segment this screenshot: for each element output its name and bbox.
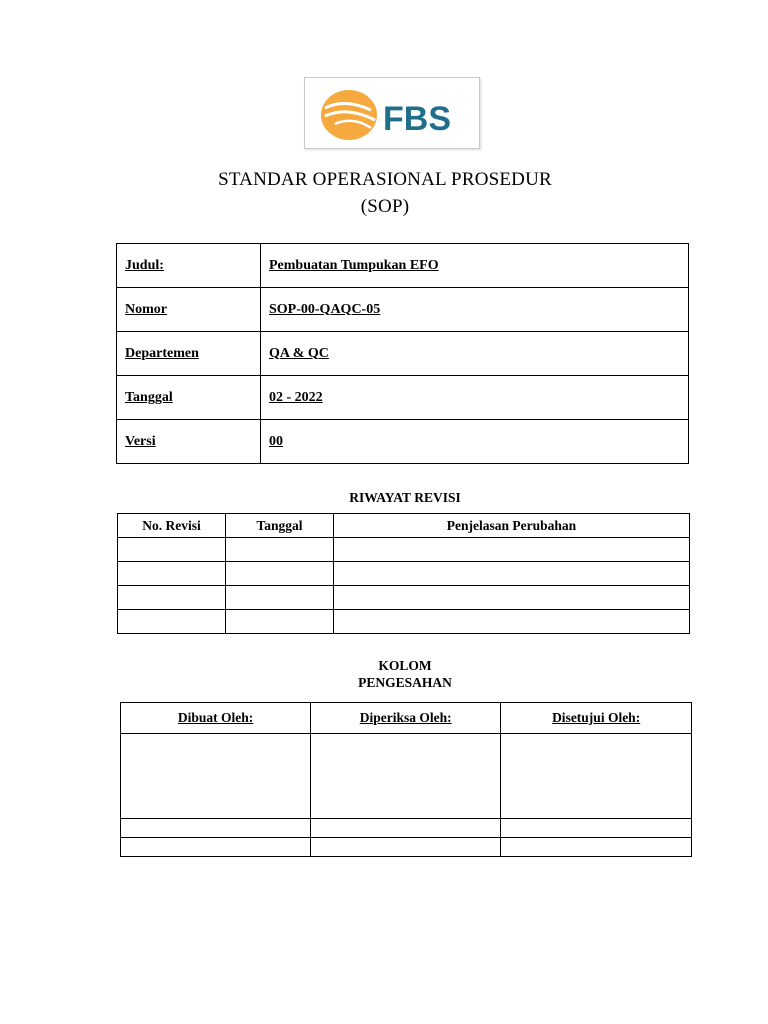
table-row [118,538,690,562]
col-header-tanggal: Tanggal [226,514,334,538]
table-row [118,610,690,634]
departemen-value: QA & QC [261,332,689,376]
table-cell [118,538,226,562]
table-cell [334,538,690,562]
table-cell [334,562,690,586]
approval-heading [0,657,768,691]
table-row [117,420,689,464]
table-row [117,288,689,332]
table-cell [334,610,690,634]
col-header-disetujui-oleh: Disetujui Oleh: [501,703,692,734]
table-cell [118,562,226,586]
table-cell [334,586,690,610]
date-cell-disetujui[interactable] [501,838,692,857]
signature-cell-diperiksa[interactable] [311,734,501,819]
col-header-penjelasan: Penjelasan Perubahan [334,514,690,538]
name-row [121,819,692,838]
date-row [121,838,692,857]
signature-cell-disetujui[interactable] [501,734,692,819]
judul-value: Pembuatan Tumpukan EFO [261,244,689,288]
judul-label: Judul: [117,244,261,288]
table-header-row [118,514,690,538]
table-row [117,332,689,376]
document-title: STANDAR OPERASIONAL PROSEDUR [218,169,552,190]
revision-history-heading: RIWAYAT REVISI [349,490,461,505]
fbs-logo-graphic [305,78,479,148]
table-row [117,244,689,288]
versi-value: 00 [261,420,689,464]
tanggal-label: Tanggal [117,376,261,420]
departemen-label: Departemen [117,332,261,376]
table-cell [226,610,334,634]
col-header-no-revisi: No. Revisi [118,514,226,538]
signature-row [121,734,692,819]
approval-table [120,702,692,857]
name-cell-dibuat[interactable] [121,819,311,838]
document-subtitle: (SOP) [360,196,410,217]
name-cell-diperiksa[interactable] [311,819,501,838]
signature-cell-dibuat[interactable] [121,734,311,819]
approval-heading-line2: PENGESAHAN [358,675,452,690]
table-cell [226,586,334,610]
logo-text: FBS [383,100,451,138]
table-row [117,376,689,420]
table-cell [226,562,334,586]
name-cell-disetujui[interactable] [501,819,692,838]
nomor-value: SOP-00-QAQC-05 [261,288,689,332]
revision-history-table [117,513,690,634]
table-cell [226,538,334,562]
table-row [118,562,690,586]
sop-info-table [116,243,689,464]
table-header-row [121,703,692,734]
fbs-logo [304,77,480,149]
versi-label: Versi [117,420,261,464]
table-cell [118,586,226,610]
col-header-dibuat-oleh: Dibuat Oleh: [121,703,311,734]
nomor-label: Nomor [117,288,261,332]
tanggal-value: 02 - 2022 [261,376,689,420]
col-header-diperiksa-oleh: Diperiksa Oleh: [311,703,501,734]
date-cell-dibuat[interactable] [121,838,311,857]
approval-heading-line1: KOLOM [378,658,432,673]
table-row [118,586,690,610]
table-cell [118,610,226,634]
date-cell-diperiksa[interactable] [311,838,501,857]
